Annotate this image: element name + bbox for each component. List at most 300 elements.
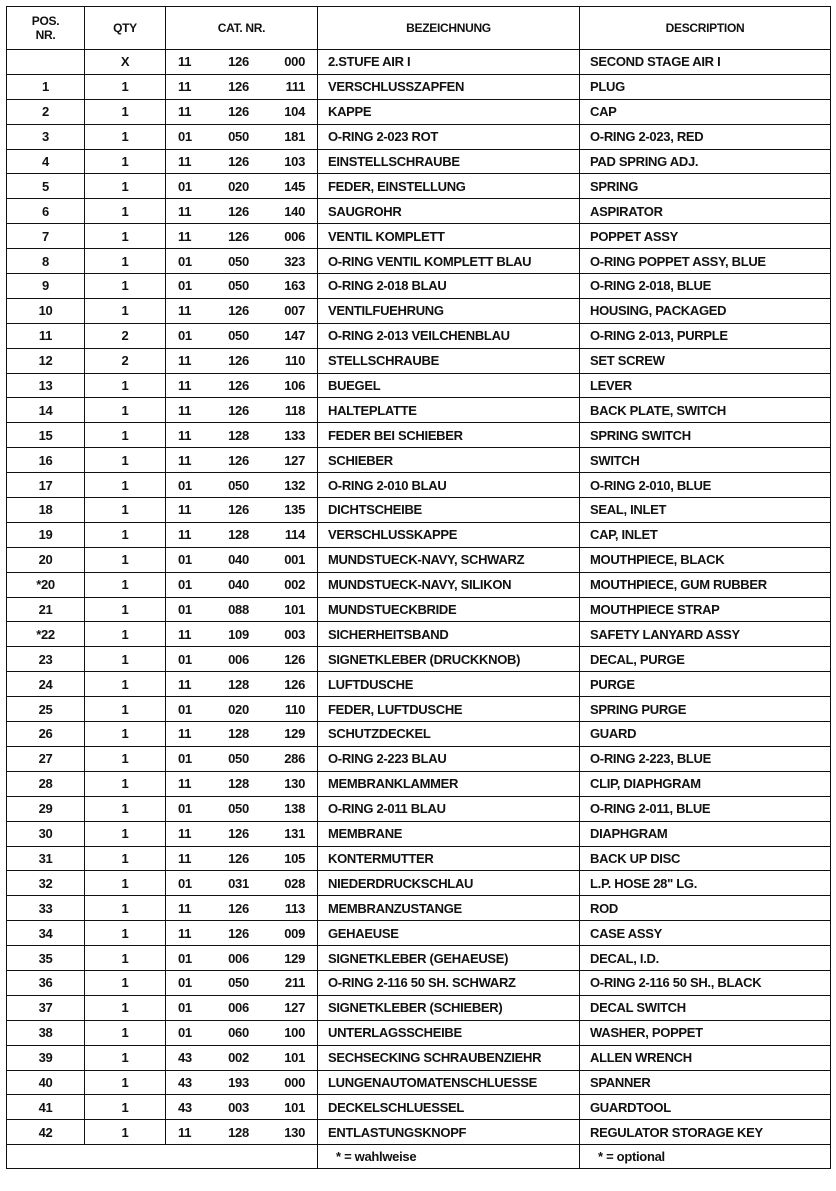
description-cell: DECAL, PURGE xyxy=(580,647,831,672)
bezeichnung-cell: MEMBRANE xyxy=(318,821,580,846)
cat-nr-part-1: 01 xyxy=(178,1025,192,1041)
description-cell: SAFETY LANYARD ASSY xyxy=(580,622,831,647)
header-qty: QTY xyxy=(85,7,166,50)
cat-nr-part-1: 01 xyxy=(178,875,192,891)
cat-nr-part-1: 11 xyxy=(178,353,192,369)
cat-nr-part-3: 127 xyxy=(284,452,305,468)
cat-nr-cell xyxy=(166,970,318,995)
qty-cell: 1 xyxy=(85,722,166,747)
cat-nr-group xyxy=(166,1050,317,1065)
cat-nr-part-2: 060 xyxy=(228,1025,249,1041)
cat-nr-part-2: 128 xyxy=(228,726,249,742)
cat-nr-part-2: 006 xyxy=(228,950,249,966)
table-row xyxy=(7,1070,831,1095)
description-cell: CAP xyxy=(580,99,831,124)
table-row xyxy=(7,995,831,1020)
table-row xyxy=(7,498,831,523)
qty-cell: 1 xyxy=(85,1120,166,1145)
qty-cell: 1 xyxy=(85,871,166,896)
header-pos: POS. NR. xyxy=(7,7,85,50)
bezeichnung-cell: LUFTDUSCHE xyxy=(318,672,580,697)
cat-nr-group xyxy=(166,975,317,990)
cat-nr-part-3: 286 xyxy=(284,751,305,767)
cat-nr-cell xyxy=(166,597,318,622)
cat-nr-part-2: 126 xyxy=(228,452,249,468)
cat-nr-cell xyxy=(166,921,318,946)
bezeichnung-cell: BUEGEL xyxy=(318,373,580,398)
cat-nr-part-1: 01 xyxy=(178,751,192,767)
bezeichnung-cell: MUNDSTUECKBRIDE xyxy=(318,597,580,622)
cat-nr-group xyxy=(166,527,317,542)
table-row xyxy=(7,224,831,249)
footer-spacer xyxy=(7,1145,318,1169)
cat-nr-group xyxy=(166,353,317,368)
cat-nr-cell xyxy=(166,1020,318,1045)
cat-nr-part-1: 11 xyxy=(178,402,192,418)
cat-nr-part-3: 163 xyxy=(284,278,305,294)
cat-nr-part-3: 104 xyxy=(284,104,305,120)
pos-cell: 9 xyxy=(7,274,85,299)
cat-nr-part-2: 050 xyxy=(228,253,249,269)
qty-cell: 1 xyxy=(85,697,166,722)
pos-cell: 2 xyxy=(7,99,85,124)
cat-nr-cell xyxy=(166,274,318,299)
cat-nr-part-3: 002 xyxy=(284,577,305,593)
cat-nr-group xyxy=(166,428,317,443)
pos-cell: *20 xyxy=(7,572,85,597)
cat-nr-group xyxy=(166,876,317,891)
table-row xyxy=(7,423,831,448)
cat-nr-part-2: 193 xyxy=(228,1074,249,1090)
pos-cell: 23 xyxy=(7,647,85,672)
qty-cell: 1 xyxy=(85,398,166,423)
qty-cell: 1 xyxy=(85,995,166,1020)
cat-nr-part-1: 01 xyxy=(178,651,192,667)
cat-nr-part-1: 01 xyxy=(178,253,192,269)
table-row xyxy=(7,398,831,423)
cat-nr-part-3: 106 xyxy=(284,378,305,394)
cat-nr-cell xyxy=(166,871,318,896)
bezeichnung-cell: O-RING 2-116 50 SH. SCHWARZ xyxy=(318,970,580,995)
cat-nr-part-3: 000 xyxy=(284,1074,305,1090)
table-row xyxy=(7,124,831,149)
qty-cell: 1 xyxy=(85,846,166,871)
bezeichnung-cell: HALTEPLATTE xyxy=(318,398,580,423)
cat-nr-cell xyxy=(166,99,318,124)
bezeichnung-cell: O-RING 2-023 ROT xyxy=(318,124,580,149)
cat-nr-cell xyxy=(166,348,318,373)
cat-nr-cell xyxy=(166,746,318,771)
cat-nr-cell xyxy=(166,647,318,672)
qty-cell: 1 xyxy=(85,547,166,572)
cat-nr-part-2: 128 xyxy=(228,427,249,443)
table-row xyxy=(7,921,831,946)
qty-cell: 1 xyxy=(85,249,166,274)
cat-nr-cell xyxy=(166,74,318,99)
cat-nr-part-1: 01 xyxy=(178,801,192,817)
cat-nr-part-1: 11 xyxy=(178,303,192,319)
cat-nr-part-3: 130 xyxy=(284,1124,305,1140)
cat-nr-part-3: 129 xyxy=(284,726,305,742)
cat-nr-part-3: 009 xyxy=(284,925,305,941)
pos-cell: 35 xyxy=(7,946,85,971)
bezeichnung-cell: DICHTSCHEIBE xyxy=(318,498,580,523)
cat-nr-cell xyxy=(166,124,318,149)
description-cell: SEAL, INLET xyxy=(580,498,831,523)
qty-cell: 1 xyxy=(85,149,166,174)
cat-nr-part-3: 323 xyxy=(284,253,305,269)
cat-nr-cell xyxy=(166,199,318,224)
cat-nr-part-1: 11 xyxy=(178,1124,192,1140)
cat-nr-part-1: 01 xyxy=(178,701,192,717)
table-row xyxy=(7,871,831,896)
cat-nr-part-3: 000 xyxy=(284,54,305,70)
pos-cell: 36 xyxy=(7,970,85,995)
description-cell: SPRING PURGE xyxy=(580,697,831,722)
table-row xyxy=(7,199,831,224)
cat-nr-part-1: 11 xyxy=(178,726,192,742)
cat-nr-part-2: 126 xyxy=(228,154,249,169)
cat-nr-part-3: 001 xyxy=(284,552,305,568)
cat-nr-part-1: 11 xyxy=(178,925,192,941)
cat-nr-group xyxy=(166,104,317,119)
pos-cell: 38 xyxy=(7,1020,85,1045)
pos-cell: 12 xyxy=(7,348,85,373)
cat-nr-part-3: 101 xyxy=(284,1099,305,1115)
description-cell: HOUSING, PACKAGED xyxy=(580,298,831,323)
cat-nr-group xyxy=(166,1125,317,1140)
cat-nr-cell xyxy=(166,995,318,1020)
description-cell: CAP, INLET xyxy=(580,522,831,547)
bezeichnung-cell: DECKELSCHLUESSEL xyxy=(318,1095,580,1120)
cat-nr-part-1: 11 xyxy=(178,427,192,443)
table-row xyxy=(7,323,831,348)
qty-cell: 1 xyxy=(85,746,166,771)
parts-table xyxy=(6,6,831,1169)
cat-nr-cell xyxy=(166,846,318,871)
bezeichnung-cell: FEDER, EINSTELLUNG xyxy=(318,174,580,199)
table-row xyxy=(7,722,831,747)
bezeichnung-cell: FEDER, LUFTDUSCHE xyxy=(318,697,580,722)
cat-nr-part-2: 002 xyxy=(228,1050,249,1066)
cat-nr-part-2: 003 xyxy=(228,1099,249,1115)
cat-nr-part-1: 11 xyxy=(178,676,192,692)
cat-nr-part-3: 135 xyxy=(284,502,305,518)
qty-cell: 2 xyxy=(85,348,166,373)
description-cell: SWITCH xyxy=(580,448,831,473)
cat-nr-group xyxy=(166,179,317,194)
table-row xyxy=(7,473,831,498)
cat-nr-part-1: 11 xyxy=(178,776,192,792)
pos-cell: 4 xyxy=(7,149,85,174)
cat-nr-part-1: 01 xyxy=(178,178,192,194)
bezeichnung-cell: O-RING 2-013 VEILCHENBLAU xyxy=(318,323,580,348)
pos-cell: 31 xyxy=(7,846,85,871)
qty-cell: 1 xyxy=(85,921,166,946)
bezeichnung-cell: 2.STUFE AIR I xyxy=(318,50,580,75)
qty-cell: 2 xyxy=(85,323,166,348)
pos-cell: 27 xyxy=(7,746,85,771)
bezeichnung-cell: VENTIL KOMPLETT xyxy=(318,224,580,249)
header-description: DESCRIPTION xyxy=(580,7,831,50)
cat-nr-part-2: 126 xyxy=(228,203,249,219)
pos-cell: 33 xyxy=(7,896,85,921)
cat-nr-part-1: 01 xyxy=(178,602,192,618)
cat-nr-part-2: 109 xyxy=(228,626,249,642)
cat-nr-part-3: 105 xyxy=(284,850,305,866)
cat-nr-group xyxy=(166,478,317,493)
cat-nr-part-3: 003 xyxy=(284,626,305,642)
cat-nr-part-3: 101 xyxy=(284,602,305,618)
bezeichnung-cell: VENTILFUEHRUNG xyxy=(318,298,580,323)
cat-nr-part-2: 126 xyxy=(228,925,249,941)
cat-nr-cell xyxy=(166,298,318,323)
table-row xyxy=(7,597,831,622)
cat-nr-part-3: 138 xyxy=(284,801,305,817)
table-row xyxy=(7,796,831,821)
cat-nr-part-2: 128 xyxy=(228,776,249,792)
bezeichnung-cell: SIGNETKLEBER (GEHAEUSE) xyxy=(318,946,580,971)
cat-nr-part-1: 11 xyxy=(178,527,192,543)
cat-nr-part-3: 028 xyxy=(284,875,305,891)
bezeichnung-cell: SIGNETKLEBER (DRUCKKNOB) xyxy=(318,647,580,672)
cat-nr-part-2: 050 xyxy=(228,129,249,145)
cat-nr-group xyxy=(166,776,317,791)
bezeichnung-cell: MUNDSTUECK-NAVY, SILIKON xyxy=(318,572,580,597)
cat-nr-part-2: 088 xyxy=(228,602,249,618)
cat-nr-part-3: 127 xyxy=(284,1000,305,1016)
cat-nr-group xyxy=(166,726,317,741)
pos-cell: 5 xyxy=(7,174,85,199)
table-row xyxy=(7,149,831,174)
cat-nr-part-1: 01 xyxy=(178,975,192,991)
cat-nr-cell xyxy=(166,821,318,846)
qty-cell: 1 xyxy=(85,1095,166,1120)
header-row xyxy=(7,7,831,50)
cat-nr-cell xyxy=(166,423,318,448)
bezeichnung-cell: O-RING 2-011 BLAU xyxy=(318,796,580,821)
qty-cell: 1 xyxy=(85,1070,166,1095)
pos-cell: 18 xyxy=(7,498,85,523)
cat-nr-group xyxy=(166,254,317,269)
cat-nr-cell xyxy=(166,796,318,821)
bezeichnung-cell: NIEDERDRUCKSCHLAU xyxy=(318,871,580,896)
description-cell: WASHER, POPPET xyxy=(580,1020,831,1045)
cat-nr-cell xyxy=(166,896,318,921)
cat-nr-group xyxy=(166,453,317,468)
cat-nr-cell xyxy=(166,771,318,796)
cat-nr-cell xyxy=(166,722,318,747)
description-cell: GUARDTOOL xyxy=(580,1095,831,1120)
cat-nr-part-3: 147 xyxy=(284,328,305,344)
cat-nr-part-3: 126 xyxy=(284,651,305,667)
cat-nr-group xyxy=(166,79,317,94)
qty-cell: 1 xyxy=(85,970,166,995)
description-cell: DECAL, I.D. xyxy=(580,946,831,971)
description-cell: O-RING 2-223, BLUE xyxy=(580,746,831,771)
qty-cell: 1 xyxy=(85,298,166,323)
table-row xyxy=(7,572,831,597)
qty-cell: 1 xyxy=(85,572,166,597)
pos-cell: 26 xyxy=(7,722,85,747)
bezeichnung-cell: SIGNETKLEBER (SCHIEBER) xyxy=(318,995,580,1020)
cat-nr-group xyxy=(166,403,317,418)
parts-rows xyxy=(7,50,831,1145)
table-row xyxy=(7,672,831,697)
cat-nr-cell xyxy=(166,672,318,697)
description-cell: O-RING 2-116 50 SH., BLACK xyxy=(580,970,831,995)
cat-nr-part-2: 040 xyxy=(228,552,249,568)
cat-nr-part-1: 11 xyxy=(178,203,192,219)
bezeichnung-cell: MUNDSTUECK-NAVY, SCHWARZ xyxy=(318,547,580,572)
cat-nr-part-3: 110 xyxy=(284,353,305,369)
cat-nr-part-1: 01 xyxy=(178,278,192,294)
pos-cell: 39 xyxy=(7,1045,85,1070)
cat-nr-part-2: 020 xyxy=(228,701,249,717)
bezeichnung-cell: EINSTELLSCHRAUBE xyxy=(318,149,580,174)
pos-cell: 11 xyxy=(7,323,85,348)
cat-nr-group xyxy=(166,204,317,219)
qty-cell: 1 xyxy=(85,1045,166,1070)
bezeichnung-cell: UNTERLAGSSCHEIBE xyxy=(318,1020,580,1045)
table-row xyxy=(7,946,831,971)
pos-cell: 32 xyxy=(7,871,85,896)
cat-nr-group xyxy=(166,552,317,567)
cat-nr-group xyxy=(166,926,317,941)
cat-nr-part-3: 145 xyxy=(284,178,305,194)
cat-nr-group xyxy=(166,951,317,966)
table-row xyxy=(7,647,831,672)
description-cell: SECOND STAGE AIR I xyxy=(580,50,831,75)
qty-cell: 1 xyxy=(85,124,166,149)
pos-cell: 10 xyxy=(7,298,85,323)
cat-nr-part-3: 113 xyxy=(284,900,305,916)
cat-nr-cell xyxy=(166,572,318,597)
cat-nr-part-3: 114 xyxy=(284,527,305,543)
cat-nr-part-1: 01 xyxy=(178,328,192,344)
cat-nr-part-3: 007 xyxy=(284,303,305,319)
footer-note-en: * = optional xyxy=(580,1145,831,1169)
cat-nr-part-2: 126 xyxy=(228,378,249,394)
cat-nr-part-3: 211 xyxy=(284,975,305,991)
cat-nr-group xyxy=(166,901,317,916)
pos-cell: 30 xyxy=(7,821,85,846)
cat-nr-part-2: 126 xyxy=(228,54,249,70)
cat-nr-cell xyxy=(166,1095,318,1120)
cat-nr-cell xyxy=(166,373,318,398)
pos-cell: 6 xyxy=(7,199,85,224)
cat-nr-part-2: 126 xyxy=(228,850,249,866)
cat-nr-group xyxy=(166,328,317,343)
table-row xyxy=(7,249,831,274)
description-cell: SET SCREW xyxy=(580,348,831,373)
qty-cell: 1 xyxy=(85,423,166,448)
cat-nr-group xyxy=(166,229,317,244)
bezeichnung-cell: VERSCHLUSSZAPFEN xyxy=(318,74,580,99)
table-row xyxy=(7,1020,831,1045)
pos-cell: 29 xyxy=(7,796,85,821)
header-bezeichnung: BEZEICHNUNG xyxy=(318,7,580,50)
cat-nr-cell xyxy=(166,946,318,971)
pos-cell: 16 xyxy=(7,448,85,473)
cat-nr-cell xyxy=(166,522,318,547)
cat-nr-part-2: 006 xyxy=(228,1000,249,1016)
qty-cell: 1 xyxy=(85,274,166,299)
cat-nr-group xyxy=(166,502,317,517)
bezeichnung-cell: VERSCHLUSSKAPPE xyxy=(318,522,580,547)
pos-cell: 14 xyxy=(7,398,85,423)
cat-nr-part-2: 126 xyxy=(228,502,249,518)
description-cell: MOUTHPIECE, GUM RUBBER xyxy=(580,572,831,597)
cat-nr-part-2: 050 xyxy=(228,751,249,767)
cat-nr-group xyxy=(166,801,317,816)
qty-cell: 1 xyxy=(85,597,166,622)
header-cat-nr: CAT. NR. xyxy=(166,7,318,50)
pos-cell: 24 xyxy=(7,672,85,697)
cat-nr-part-1: 01 xyxy=(178,1000,192,1016)
cat-nr-part-3: 100 xyxy=(284,1025,305,1041)
table-row xyxy=(7,274,831,299)
cat-nr-part-2: 050 xyxy=(228,477,249,493)
bezeichnung-cell: GEHAEUSE xyxy=(318,921,580,946)
pos-cell: 41 xyxy=(7,1095,85,1120)
table-row xyxy=(7,522,831,547)
qty-cell: 1 xyxy=(85,896,166,921)
table-row xyxy=(7,99,831,124)
cat-nr-part-2: 050 xyxy=(228,801,249,817)
table-row xyxy=(7,1120,831,1145)
cat-nr-part-3: 006 xyxy=(284,228,305,244)
cat-nr-part-1: 43 xyxy=(178,1050,192,1066)
cat-nr-group xyxy=(166,303,317,318)
qty-cell: 1 xyxy=(85,771,166,796)
cat-nr-cell xyxy=(166,323,318,348)
qty-cell: 1 xyxy=(85,821,166,846)
cat-nr-part-1: 11 xyxy=(178,154,192,169)
table-row xyxy=(7,298,831,323)
qty-cell: 1 xyxy=(85,373,166,398)
qty-cell: 1 xyxy=(85,1020,166,1045)
qty-cell: 1 xyxy=(85,647,166,672)
description-cell: REGULATOR STORAGE KEY xyxy=(580,1120,831,1145)
cat-nr-part-2: 020 xyxy=(228,178,249,194)
cat-nr-part-2: 126 xyxy=(228,303,249,319)
pos-cell: *22 xyxy=(7,622,85,647)
cat-nr-group xyxy=(166,378,317,393)
cat-nr-group xyxy=(166,54,317,69)
qty-cell: 1 xyxy=(85,796,166,821)
table-row xyxy=(7,970,831,995)
cat-nr-part-2: 126 xyxy=(228,353,249,369)
qty-cell: 1 xyxy=(85,174,166,199)
description-cell: BACK PLATE, SWITCH xyxy=(580,398,831,423)
description-cell: BACK UP DISC xyxy=(580,846,831,871)
cat-nr-cell xyxy=(166,448,318,473)
table-row xyxy=(7,896,831,921)
bezeichnung-cell: SECHSECKING SCHRAUBENZIEHR xyxy=(318,1045,580,1070)
description-cell: CLIP, DIAPHGRAM xyxy=(580,771,831,796)
cat-nr-cell xyxy=(166,50,318,75)
footer-note-de: * = wahlweise xyxy=(318,1145,580,1169)
cat-nr-part-3: 129 xyxy=(284,950,305,966)
cat-nr-part-1: 11 xyxy=(178,452,192,468)
parts-list-sheet xyxy=(6,6,830,1169)
description-cell: GUARD xyxy=(580,722,831,747)
table-row xyxy=(7,1095,831,1120)
description-cell: O-RING 2-023, RED xyxy=(580,124,831,149)
cat-nr-part-3: 130 xyxy=(284,776,305,792)
cat-nr-part-3: 101 xyxy=(284,1050,305,1066)
